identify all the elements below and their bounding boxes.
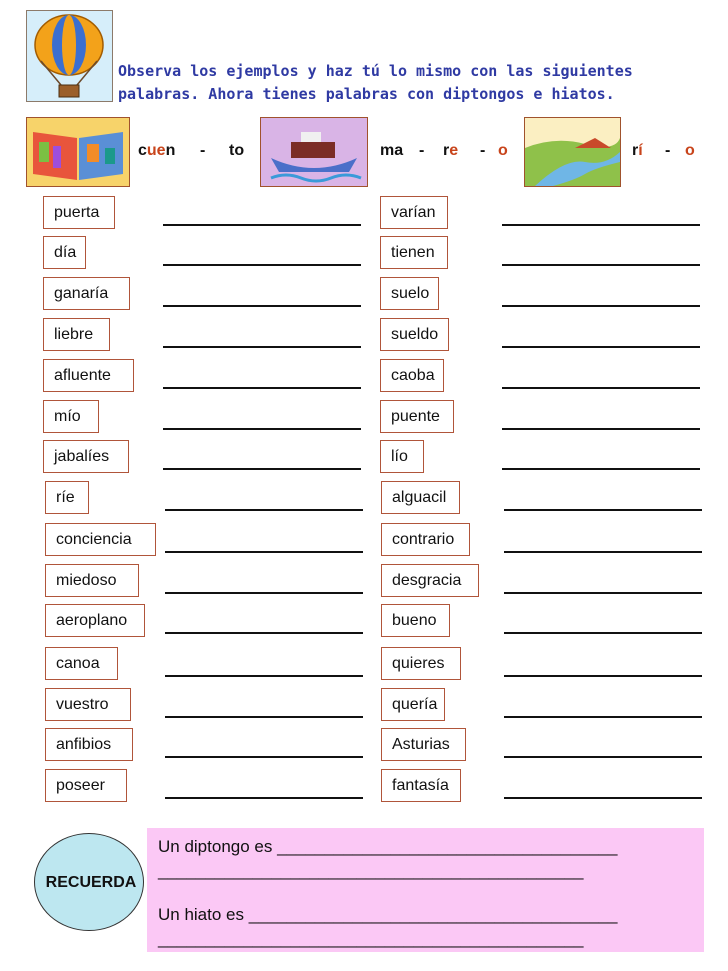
right-word-box: lío [380,440,424,473]
right-answer-line[interactable] [502,346,700,348]
left-word-box: liebre [43,318,110,351]
right-answer-line[interactable] [502,305,700,307]
left-word-box: vuestro [45,688,131,721]
left-answer-line[interactable] [163,346,361,348]
example-3-separator: - [665,142,671,159]
right-answer-line[interactable] [504,675,702,677]
left-word-box: canoa [45,647,118,680]
recuerda-label: RECUERDA [45,874,137,891]
example-1-syllable-1: cuen [138,142,176,159]
right-word-box: quería [381,688,445,721]
right-word-box: puente [380,400,454,433]
right-word-box: desgracia [381,564,479,597]
left-word-box: jabalíes [43,440,129,473]
ship-image [260,117,368,187]
example-1-separator: - [200,142,206,159]
left-answer-line[interactable] [165,551,363,553]
right-word-box: tienen [380,236,448,269]
right-answer-line[interactable] [504,551,702,553]
left-answer-line[interactable] [163,468,361,470]
example-3-syllable-2: o [685,142,695,159]
left-word-box: ganaría [43,277,130,310]
example-2-syllable-2: re [443,142,459,159]
right-word-box: sueldo [380,318,449,351]
left-answer-line[interactable] [163,224,361,226]
left-answer-line[interactable] [165,756,363,758]
right-answer-line[interactable] [502,468,700,470]
hot-air-balloon-image [26,10,113,102]
right-word-box: fantasía [381,769,461,802]
right-answer-line[interactable] [504,716,702,718]
left-answer-line[interactable] [163,305,361,307]
right-word-box: quieres [381,647,461,680]
right-answer-line[interactable] [504,632,702,634]
example-2-syllable-3: o [498,142,508,159]
right-answer-line[interactable] [502,224,700,226]
right-word-box: caoba [380,359,444,392]
right-word-box: suelo [380,277,439,310]
left-answer-line[interactable] [165,632,363,634]
left-word-box: conciencia [45,523,156,556]
hiato-definition-line[interactable]: Un hiato es _______________________________________ [158,905,618,924]
balloon-icon [27,11,112,101]
left-word-box: afluente [43,359,134,392]
book-image [26,117,130,187]
left-word-box: anfibios [45,728,133,761]
example-2-separator-1: - [419,142,425,159]
right-word-box: alguacil [381,481,460,514]
right-answer-line[interactable] [504,756,702,758]
left-word-box: poseer [45,769,127,802]
right-answer-line[interactable] [502,428,700,430]
left-answer-line[interactable] [163,428,361,430]
left-word-box: ríe [45,481,89,514]
left-answer-line[interactable] [163,264,361,266]
right-word-box: Asturias [381,728,466,761]
instructions-text: Observa los ejemplos y haz tú lo mismo con las siguientes palabras. Ahora tienes palabras con diptongos e hiatos. [118,62,633,103]
right-answer-line[interactable] [504,592,702,594]
diptongo-definition-line-2[interactable]: _____________________________________________ [158,861,584,880]
diptongo-definition-line[interactable]: Un diptongo es ____________________________________ [158,837,618,856]
right-word-box: varían [380,196,448,229]
right-answer-line[interactable] [502,264,700,266]
left-word-box: día [43,236,86,269]
left-word-box: miedoso [45,564,139,597]
example-3-syllable-1: rí [632,142,643,159]
left-answer-line[interactable] [165,675,363,677]
open-book-icon [27,118,129,186]
example-2-separator-2: - [480,142,486,159]
river-image [524,117,621,187]
left-word-box: puerta [43,196,115,229]
right-word-box: bueno [381,604,450,637]
right-word-box: contrario [381,523,470,556]
right-answer-line[interactable] [504,509,702,511]
left-word-box: mío [43,400,99,433]
left-word-box: aeroplano [45,604,145,637]
river-landscape-icon [525,118,620,186]
right-answer-line[interactable] [504,797,702,799]
left-answer-line[interactable] [165,797,363,799]
example-1-syllable-2: to [229,142,245,159]
left-answer-line[interactable] [163,387,361,389]
right-answer-line[interactable] [502,387,700,389]
left-answer-line[interactable] [165,509,363,511]
hiato-definition-line-2[interactable]: _____________________________________________ [158,929,584,948]
example-2-syllable-1: ma [380,142,404,159]
left-answer-line[interactable] [165,592,363,594]
left-answer-line[interactable] [165,716,363,718]
ship-icon [261,118,367,186]
